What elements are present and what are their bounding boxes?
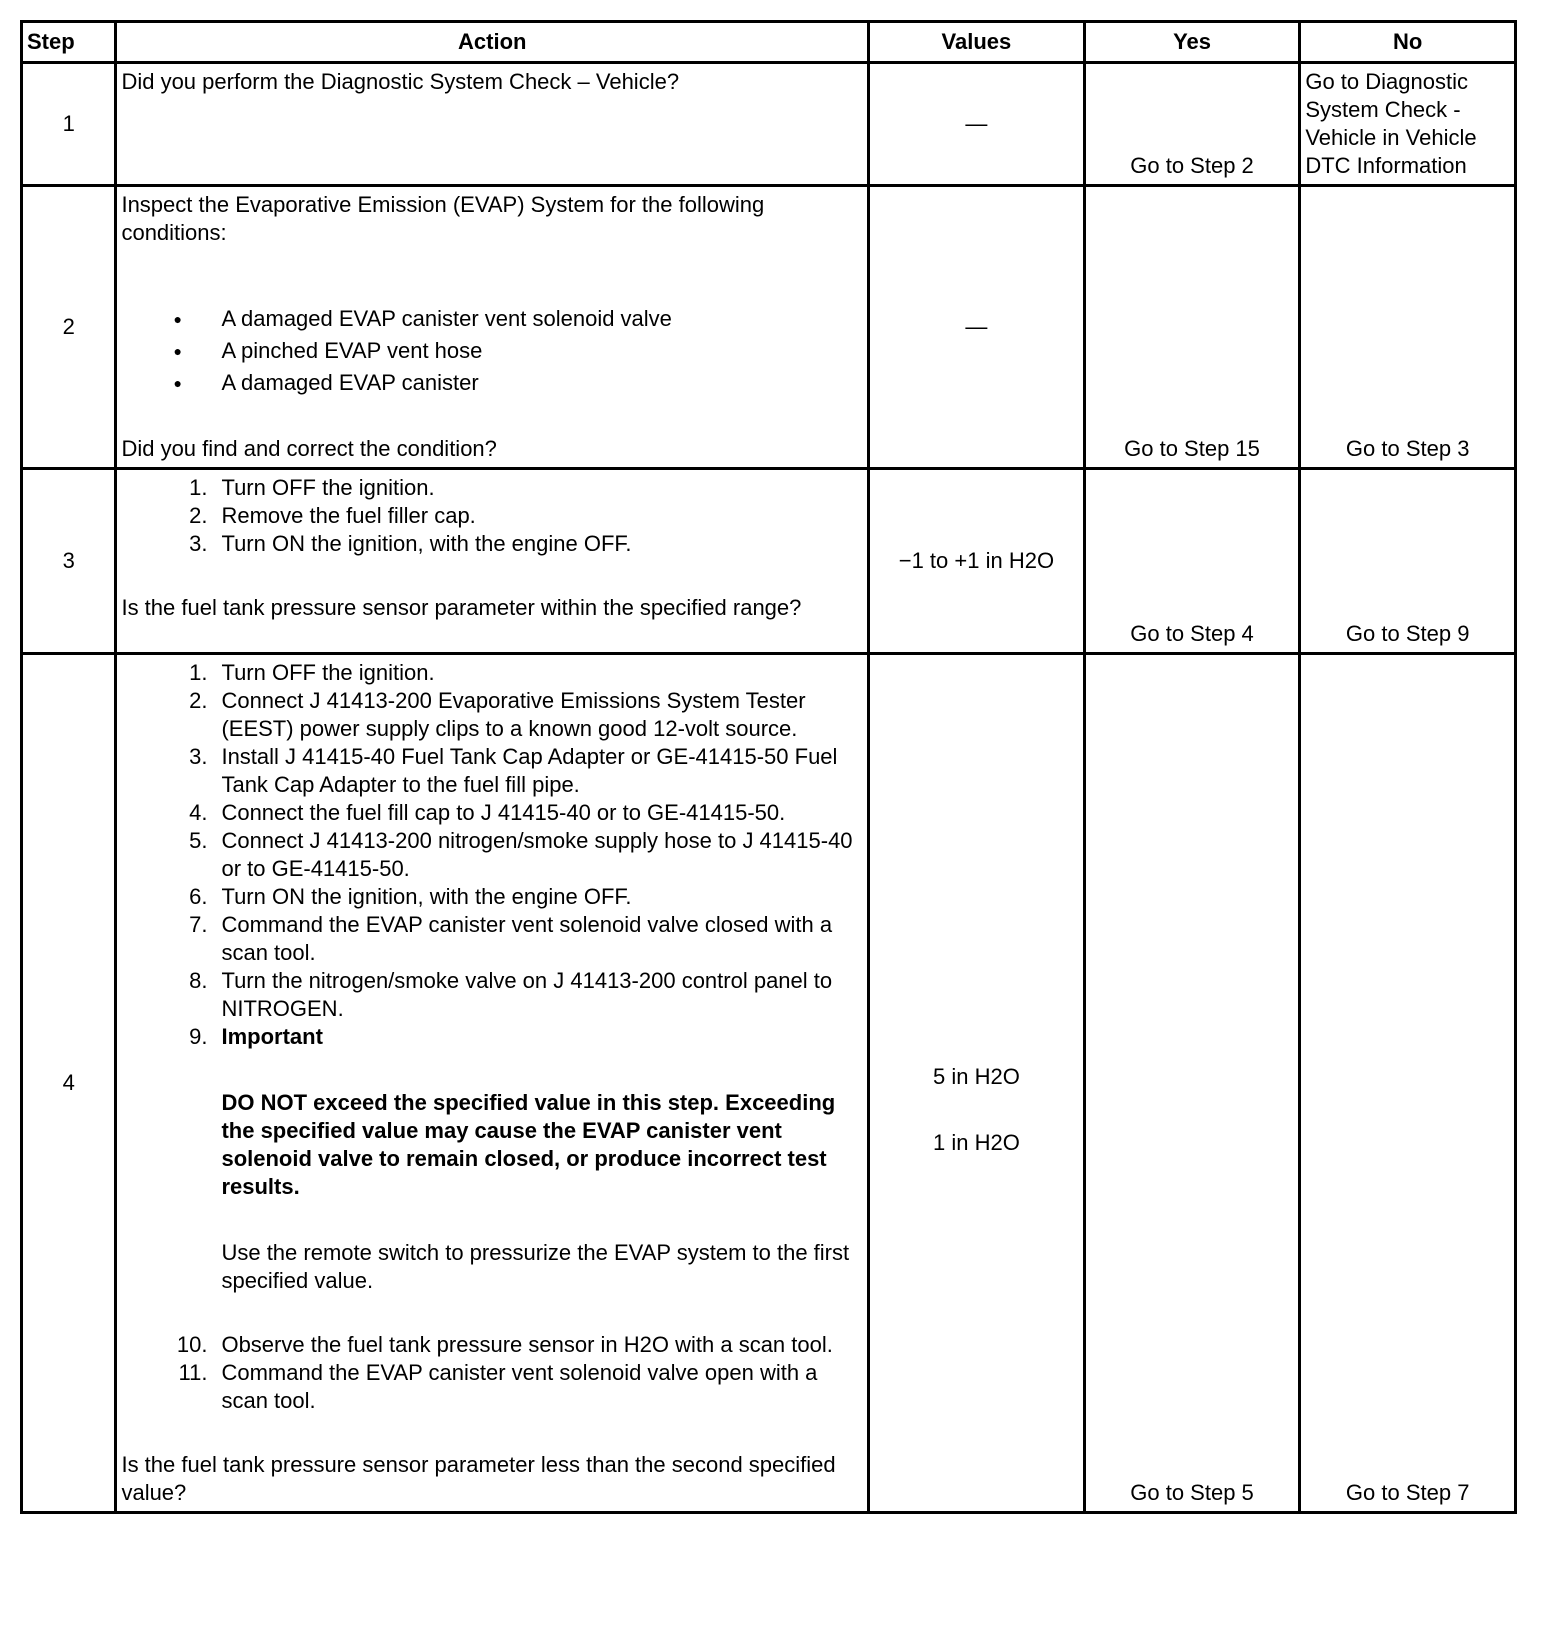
- step-number: 2: [22, 186, 116, 469]
- table-row-3: [22, 469, 1516, 654]
- action-question: Is the fuel tank pressure sensor parameter within the specified range?: [121, 595, 802, 620]
- table-row-4: [22, 654, 1516, 1513]
- yes-cell: Go to Step 15: [1084, 186, 1300, 469]
- list-item: 8. Turn the nitrogen/smoke valve on J 41413-200 control panel to NITROGEN.: [189, 968, 833, 1021]
- action-cell: [116, 186, 869, 469]
- step-instruction: Use the remote switch to pressurize the EVAP system to the first specified value.: [221, 1240, 850, 1293]
- table-row-1: [22, 63, 1516, 186]
- list-item: 7. Command the EVAP canister vent solenoid valve closed with a scan tool.: [189, 912, 833, 965]
- table-row-2: [22, 186, 1516, 469]
- yes-cell: Go to Step 2: [1084, 63, 1300, 186]
- action-intro: Inspect the Evaporative Emission (EVAP) System for the following conditions:: [121, 192, 765, 245]
- header-values: Values: [869, 22, 1085, 63]
- list-item: 2. Connect J 41413-200 Evaporative Emissions System Tester (EEST) power supply clips to a known good 12-volt source.: [189, 688, 806, 741]
- procedure-list: [121, 659, 863, 1415]
- header-yes: Yes: [1084, 22, 1300, 63]
- no-cell: Go to Diagnostic System Check - Vehicle in Vehicle DTC Information: [1300, 63, 1516, 186]
- list-item: 11. Command the EVAP canister vent solenoid valve open with a scan tool.: [178, 1360, 818, 1413]
- step-number: 3: [22, 469, 116, 654]
- action-cell: [116, 654, 869, 1513]
- header-action: Action: [116, 22, 869, 63]
- list-item: ● A damaged EVAP canister: [121, 367, 863, 399]
- no-cell: Go to Step 7: [1300, 654, 1516, 1513]
- action-question: Did you find and correct the condition?: [121, 436, 497, 461]
- important-label: Important: [221, 1024, 323, 1049]
- list-item: 3. Turn ON the ignition, with the engine OFF.: [189, 531, 632, 556]
- no-cell: Go to Step 3: [1300, 186, 1516, 469]
- header-row: [22, 22, 1516, 63]
- value-2: 1 in H2O: [932, 1130, 1020, 1155]
- values-cell: [869, 654, 1085, 1513]
- list-item: ● A damaged EVAP canister vent solenoid valve: [121, 303, 863, 335]
- yes-cell: Go to Step 4: [1084, 469, 1300, 654]
- list-item: 3. Install J 41415-40 Fuel Tank Cap Adapter or GE-41415-50 Fuel Tank Cap Adapter to the fuel fill pipe.: [189, 744, 838, 797]
- action-cell: [116, 63, 869, 186]
- list-item: 5. Connect J 41413-200 nitrogen/smoke supply hose to J 41415-40 or to GE-41415-50.: [189, 828, 853, 881]
- list-item: 9. Important DO NOT exceed the specified value in this step. Exceeding the specified value may cause the EVAP canister vent solenoid valve to remain closed, or produce incorrect test results. Use the remote switch to pressurize the EVAP system to the first specified value.: [121, 1023, 863, 1331]
- values-cell: —: [869, 186, 1085, 469]
- value-1: 5 in H2O: [932, 1064, 1020, 1089]
- list-item: 10. Observe the fuel tank pressure sensor in H2O with a scan tool.: [176, 1332, 833, 1357]
- header-no: No: [1300, 22, 1516, 63]
- list-item: 6. Turn ON the ignition, with the engine OFF.: [189, 884, 632, 909]
- values-cell: —: [869, 63, 1085, 186]
- list-item: 1. Turn OFF the ignition.: [189, 475, 435, 500]
- list-item: ● A pinched EVAP vent hose: [121, 335, 863, 367]
- no-cell: Go to Step 9: [1300, 469, 1516, 654]
- step-number: 1: [22, 63, 116, 186]
- list-item: 1. Turn OFF the ignition.: [189, 660, 435, 685]
- action-question: Is the fuel tank pressure sensor parameter less than the second specified value?: [121, 1452, 836, 1505]
- procedure-list: [121, 474, 863, 558]
- action-cell: [116, 469, 869, 654]
- list-item: 4. Connect the fuel fill cap to J 41415-40 or to GE-41415-50.: [189, 800, 786, 825]
- diagnostic-table: [20, 20, 1517, 1514]
- step-number: 4: [22, 654, 116, 1513]
- list-item: 2. Remove the fuel filler cap.: [189, 503, 476, 528]
- condition-list: [121, 303, 863, 399]
- header-step: Step: [22, 22, 116, 63]
- action-question: Did you perform the Diagnostic System Check – Vehicle?: [121, 69, 680, 94]
- values-cell: −1 to +1 in H2O: [869, 469, 1085, 654]
- important-warning: DO NOT exceed the specified value in this step. Exceeding the specified value may cause the EVAP canister vent solenoid valve to remain closed, or produce incorrect test results.: [221, 1090, 836, 1199]
- yes-cell: Go to Step 5: [1084, 654, 1300, 1513]
